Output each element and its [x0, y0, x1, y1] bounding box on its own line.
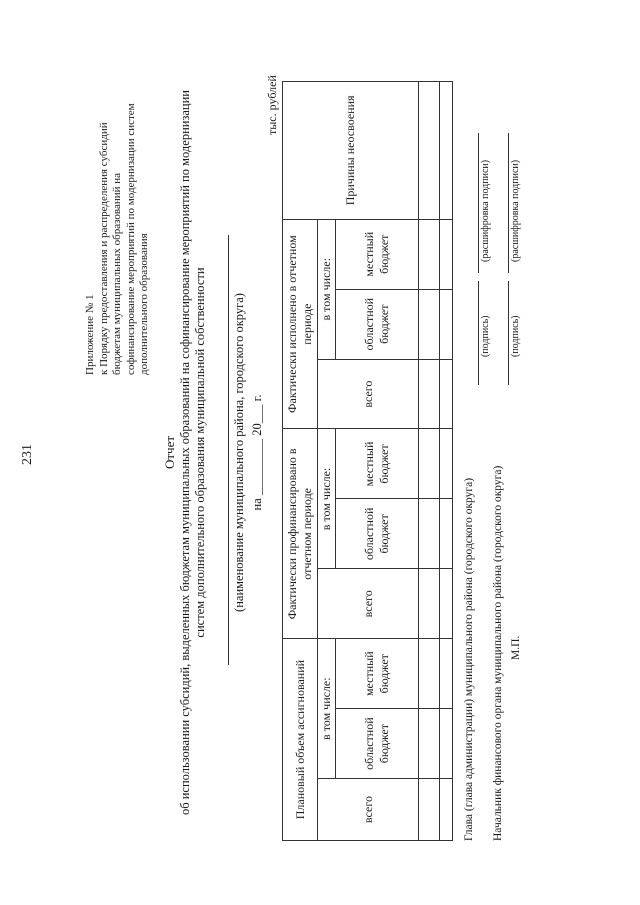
head-decoding-caption: (расшифровка подписи)	[480, 159, 491, 262]
appendix-line: к Порядку предоставления и распределения субсидий	[97, 122, 110, 375]
planned-including-header: в том числе:	[318, 639, 336, 779]
finance-signature-caption: (подпись)	[510, 315, 521, 357]
finance-decoding-line	[508, 133, 509, 273]
units-label: тыс. рублей	[265, 75, 279, 135]
table-row	[440, 82, 453, 841]
appendix-line: дополнительного образования	[138, 233, 150, 375]
table-row	[419, 82, 440, 841]
report-subtitle-2: систем дополнительного образования муниципальной собственности	[193, 267, 207, 638]
executed-local-header: местный бюджет	[336, 219, 419, 289]
report-table	[282, 81, 453, 841]
stamp-place: М.П.	[510, 635, 522, 660]
financed-local-header: местный бюджет	[336, 429, 419, 499]
planned-local-header: местный бюджет	[336, 639, 419, 709]
head-decoding-line	[478, 133, 479, 273]
page-number: 231	[20, 444, 35, 465]
planned-regional-header: областной бюджет	[336, 709, 419, 779]
head-signature-caption: (подпись)	[480, 315, 491, 357]
municipality-name-line	[228, 235, 229, 665]
appendix-title: Приложение № 1	[84, 294, 96, 375]
executed-including-header: в том числе:	[318, 219, 336, 359]
financed-regional-header: областной бюджет	[336, 499, 419, 569]
report-subtitle-1: об использовании субсидий, выделенных бюджетам муниципальных образований на софинансирование мероприятий по модернизации	[178, 90, 192, 815]
appendix-block	[84, 15, 152, 375]
finance-signature-label: Начальник финансового органа муниципального района (городского округа)	[492, 465, 504, 841]
appendix-line: бюджетам муниципальных образований на	[111, 172, 123, 375]
head-signature-line	[478, 281, 479, 385]
finance-signature-line	[508, 281, 509, 385]
appendix-line: софинансирование мероприятий по модернизации систем	[124, 103, 137, 375]
financed-total-header: всего	[318, 569, 419, 639]
planned-allocations-header: Плановый объем ассигнований	[283, 639, 318, 841]
head-signature-label: Глава (глава администрации) муниципального района (городского округа)	[463, 477, 475, 841]
planned-total-header: всего	[318, 779, 419, 841]
executed-total-header: всего	[318, 359, 419, 429]
report-date-line: на _________ 20___ г.	[250, 394, 264, 511]
financed-including-header: в том числе:	[318, 429, 336, 569]
actually-executed-header: Фактически исполнено в отчетном периоде	[283, 219, 318, 429]
municipality-name-caption: (наименование муниципального района, городского округа)	[232, 293, 246, 612]
executed-regional-header: областной бюджет	[336, 289, 419, 359]
actually-financed-header: Фактически профинансировано в отчетном периоде	[283, 429, 318, 639]
reasons-header: Причины неосвоения	[283, 82, 419, 220]
finance-decoding-caption: (расшифровка подписи)	[510, 159, 521, 262]
report-title: Отчет	[162, 435, 177, 470]
